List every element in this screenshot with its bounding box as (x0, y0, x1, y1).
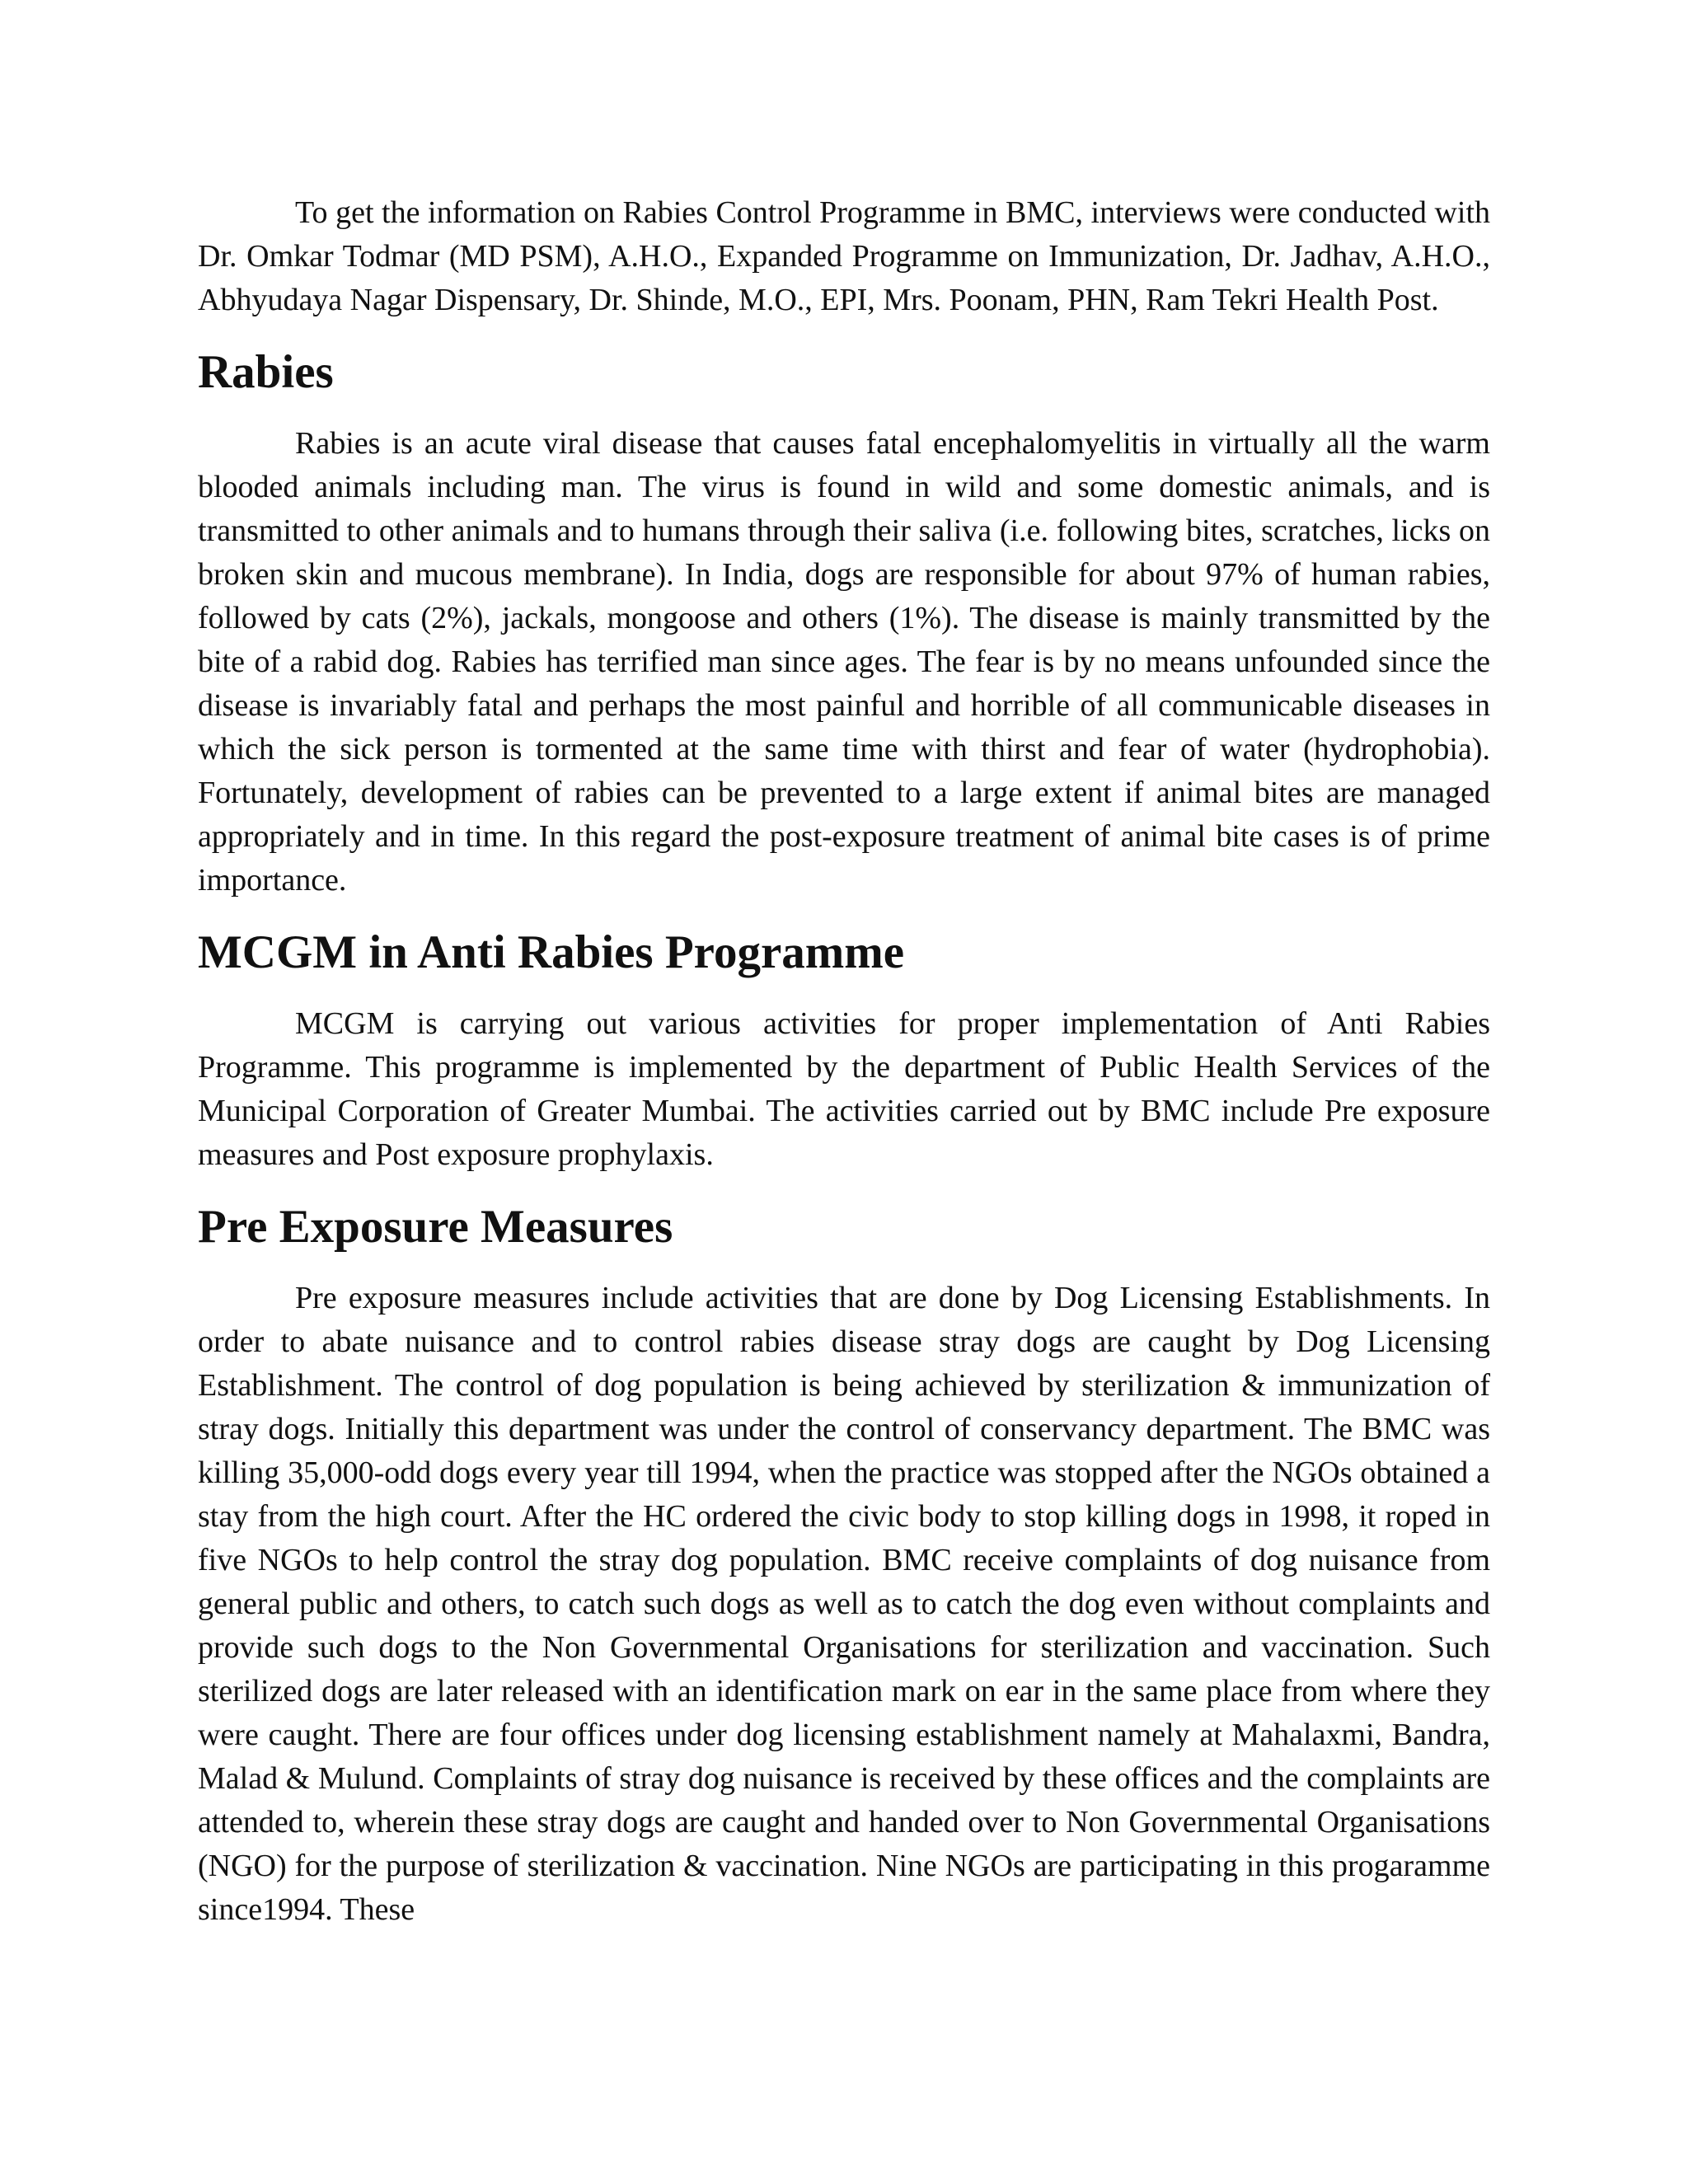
section-heading-rabies: Rabies (198, 346, 334, 398)
intro-paragraph: To get the information on Rabies Control Programme in BMC, interviews were conducted with Dr. Omkar Todmar (MD PSM), A.H.O., Expanded Programme on Immunization, Dr. Jadhav, A.H.O., Abhyudaya Nagar Dispensary, Dr. Shinde, M.O., EPI, Mrs. Poonam, PHN, Ram Tekri Health Post. (198, 195, 1490, 317)
section-body-rabies: Rabies is an acute viral disease that causes fatal encephalomyelitis in virtually all the warm blooded animals including man. The virus is found in wild and some domestic animals, and is transmitted to other animals and to humans through their saliva (i.e. following bites, scratches, licks on broken skin and mucous membrane). In India, dogs are responsible for about 97% of human rabies, followed by cats (2%), jackals, mongoose and others (1%). The disease is mainly transmitted by the bite of a rabid dog. Rabies has terrified man since ages. The fear is by no means unfounded since the disease is invariably fatal and perhaps the most painful and horrible of all communicable diseases in which the sick person is tormented at the same time with thirst and fear of water (hydrophobia). Fortunately, development of rabies can be prevented to a large extent if animal bites are managed appropriately and in time. In this regard the post-exposure treatment of animal bite cases is of prime importance. (198, 426, 1490, 898)
section-heading-mcgm: MCGM in Anti Rabies Programme (198, 926, 905, 978)
section-body-mcgm: MCGM is carrying out various activities for proper implementation of Anti Rabies Programme. This programme is implemented by the department of Public Health Services of the Municipal Corporation of Greater Mumbai. The activities carried out by BMC include Pre exposure measures and Post exposure prophylaxis. (198, 1006, 1490, 1172)
document-page (198, 191, 1490, 1960)
section-body-pre-exposure: Pre exposure measures include activities that are done by Dog Licensing Establishments. In order to abate nuisance and to control rabies disease stray dogs are caught by Dog Licensing Establishment. The control of dog population is being achieved by sterilization & immunization of stray dogs. Initially this department was under the control of conservancy department. The BMC was killing 35,000-odd dogs every year till 1994, when the practice was stopped after the NGOs obtained a stay from the high court. After the HC ordered the civic body to stop killing dogs in 1998, it roped in five NGOs to help control the stray dog population. BMC receive complaints of dog nuisance from general public and others, to catch such dogs as well as to catch the dog even without complaints and provide such dogs to the Non Governmental Organisations for sterilization and vaccination. Such sterilized dogs are later released with an identification mark on ear in the same place from where they were caught. There are four offices under dog licensing establishment namely at Mahalaxmi, Bandra, Malad & Mulund. Complaints of stray dog nuisance is received by these offices and the complaints are attended to, wherein these stray dogs are caught and handed over to Non Governmental Organisations (NGO) for the purpose of sterilization & vaccination. Nine NGOs are participating in this progaramme since1994. These (198, 1281, 1490, 1927)
section-heading-pre-exposure: Pre Exposure Measures (198, 1201, 673, 1253)
